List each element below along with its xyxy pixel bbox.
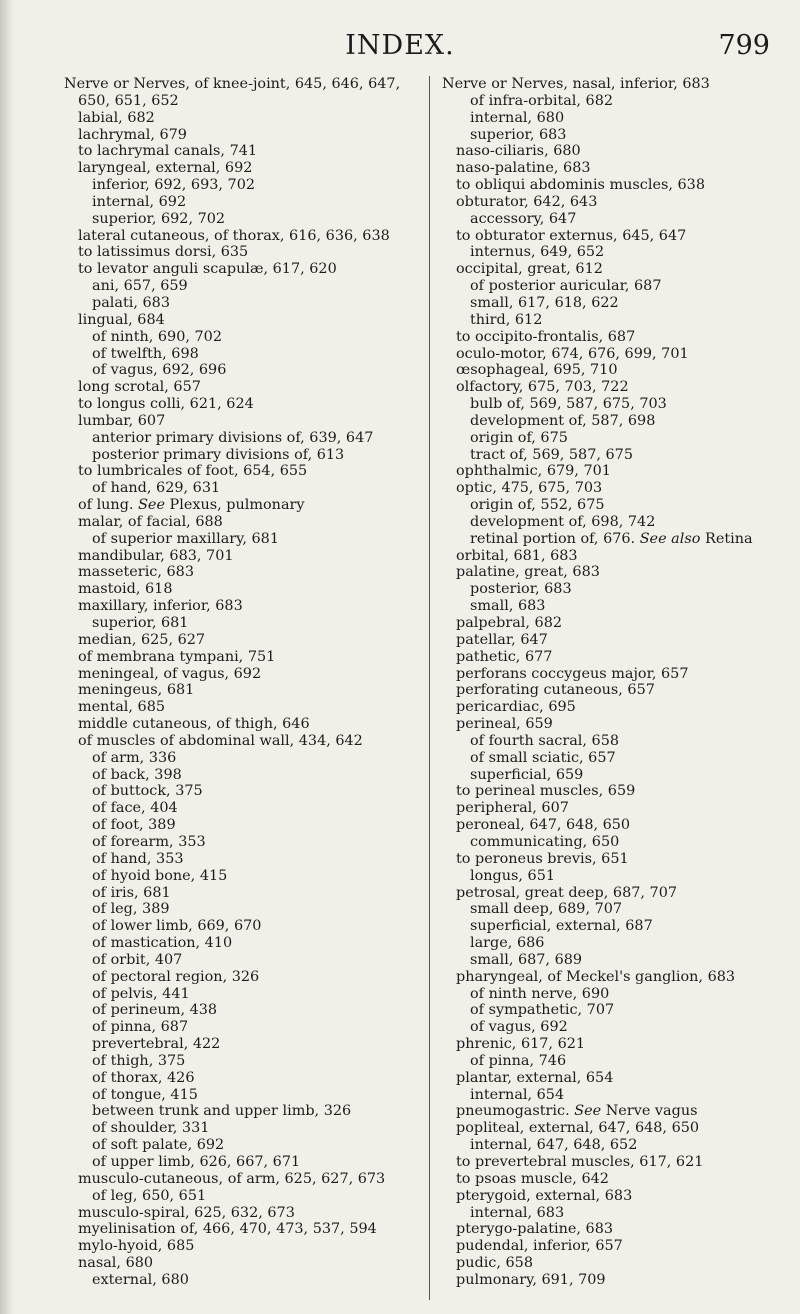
index-entry: meningeal, of vagus, 692 bbox=[78, 665, 262, 682]
index-entry: internus, 649, 652 bbox=[470, 244, 605, 261]
index-entry: origin of, 675 bbox=[470, 429, 568, 446]
index-entry: popliteal, external, 647, 648, 650 bbox=[456, 1120, 700, 1137]
index-entry: external, 680 bbox=[92, 1271, 189, 1288]
index-entry: long scrotal, 657 bbox=[78, 379, 201, 396]
index-entry: of soft palate, 692 bbox=[92, 1137, 225, 1154]
index-entry: longus, 651 bbox=[470, 867, 556, 884]
index-entry: inferior, 692, 693, 702 bbox=[92, 177, 256, 194]
index-entry: pudendal, inferior, 657 bbox=[456, 1238, 623, 1255]
index-entry: ophthalmic, 679, 701 bbox=[456, 463, 611, 480]
index-entry: small, 617, 618, 622 bbox=[470, 294, 619, 311]
index-entry: of vagus, 692, 696 bbox=[92, 362, 227, 379]
index-entry: of forearm, 353 bbox=[92, 833, 206, 850]
index-entry: superior, 692, 702 bbox=[92, 210, 226, 227]
index-entry: of arm, 336 bbox=[92, 749, 177, 766]
index-entry: laryngeal, external, 692 bbox=[78, 160, 253, 177]
index-entry: masseteric, 683 bbox=[78, 564, 194, 581]
index-entry: superficial, 659 bbox=[470, 766, 584, 783]
index-entry: internal, 680 bbox=[470, 109, 565, 126]
index-entry: patellar, 647 bbox=[456, 631, 548, 648]
index-entry: median, 625, 627 bbox=[78, 631, 206, 648]
index-entry: plantar, external, 654 bbox=[456, 1069, 614, 1086]
index-entry: meningeus, 681 bbox=[78, 682, 195, 699]
index-entry: of posterior auricular, 687 bbox=[470, 278, 662, 295]
index-entry: peroneal, 647, 648, 650 bbox=[456, 817, 631, 834]
index-entry: small, 683 bbox=[470, 598, 546, 615]
index-entry: of hand, 629, 631 bbox=[92, 480, 221, 497]
index-entry: of foot, 389 bbox=[92, 817, 176, 834]
index-entry: posterior, 683 bbox=[470, 581, 572, 598]
index-entry: lumbar, 607 bbox=[78, 412, 166, 429]
index-entry: pudic, 658 bbox=[456, 1255, 533, 1272]
index-entry: mandibular, 683, 701 bbox=[78, 547, 234, 564]
index-entry: to obturator externus, 645, 647 bbox=[456, 227, 687, 244]
index-entry: of leg, 650, 651 bbox=[92, 1187, 207, 1204]
index-entry: Nerve or Nerves, of knee-joint, 645, 646, 647, bbox=[64, 76, 401, 92]
index-entry: to occipito-frontalis, 687 bbox=[456, 328, 636, 345]
index-entry: phrenic, 617, 621 bbox=[456, 1036, 586, 1053]
index-entry: middle cutaneous, of thigh, 646 bbox=[78, 716, 310, 733]
index-entry: internal, 683 bbox=[470, 1204, 565, 1221]
index-entry: nasal, 680 bbox=[78, 1255, 154, 1272]
index-entry: of hand, 353 bbox=[92, 850, 184, 867]
index-entry: to perineal muscles, 659 bbox=[456, 783, 636, 800]
index-entry: of infra-orbital, 682 bbox=[470, 92, 614, 109]
index-entry: to lachrymal canals, 741 bbox=[78, 143, 258, 160]
index-entry: obturator, 642, 643 bbox=[456, 193, 598, 210]
index-entry: of buttock, 375 bbox=[92, 783, 203, 800]
index-entry: pterygo-palatine, 683 bbox=[456, 1221, 614, 1238]
index-entry: of fourth sacral, 658 bbox=[470, 732, 620, 749]
index-entry: of ninth, 690, 702 bbox=[92, 328, 222, 345]
index-entry: superficial, external, 687 bbox=[470, 918, 653, 935]
index-entry: of perineum, 438 bbox=[92, 1002, 218, 1019]
index-entry: of pectoral region, 326 bbox=[92, 968, 260, 985]
index-entry: peripheral, 607 bbox=[456, 800, 569, 817]
index-entry: palati, 683 bbox=[92, 294, 170, 311]
index-entry: development of, 587, 698 bbox=[470, 412, 656, 429]
index-entry: of sympathetic, 707 bbox=[470, 1002, 615, 1019]
index-entry: accessory, 647 bbox=[470, 210, 577, 227]
index-entry: pharyngeal, of Meckel's ganglion, 683 bbox=[456, 968, 736, 985]
index-entry: lachrymal, 679 bbox=[78, 126, 187, 143]
index-entry: of hyoid bone, 415 bbox=[92, 867, 228, 884]
index-entry: third, 612 bbox=[470, 311, 543, 328]
index-entry: of membrana tympani, 751 bbox=[78, 648, 276, 665]
index-entry: naso-palatine, 683 bbox=[456, 160, 591, 177]
index-entry: to lumbricales of foot, 654, 655 bbox=[78, 463, 308, 480]
index-entry: of pinna, 746 bbox=[470, 1052, 567, 1069]
index-entry: perforans coccygeus major, 657 bbox=[456, 665, 689, 682]
index-entry: anterior primary divisions of, 639, 647 bbox=[92, 429, 374, 446]
index-entry: of thigh, 375 bbox=[92, 1052, 186, 1069]
index-entry: of mastication, 410 bbox=[92, 935, 233, 952]
index-entry: mylo-hyoid, 685 bbox=[78, 1238, 195, 1255]
index-entry: internal, 692 bbox=[92, 193, 187, 210]
index-entry: mental, 685 bbox=[78, 699, 166, 716]
index-entry: tract of, 569, 587, 675 bbox=[470, 446, 633, 463]
index-entry: bulb of, 569, 587, 675, 703 bbox=[470, 396, 667, 413]
index-entry: optic, 475, 675, 703 bbox=[456, 480, 603, 497]
index-entry: small deep, 689, 707 bbox=[470, 901, 623, 918]
index-entry: perineal, 659 bbox=[456, 716, 553, 733]
column-divider bbox=[429, 76, 430, 1300]
index-entry: to latissimus dorsi, 635 bbox=[78, 244, 249, 261]
index-entry: to longus colli, 621, 624 bbox=[78, 396, 254, 413]
page-title: INDEX. bbox=[345, 30, 455, 61]
index-entry: of iris, 681 bbox=[92, 884, 171, 901]
see-reference: See bbox=[138, 497, 165, 514]
index-entry: pericardiac, 695 bbox=[456, 699, 576, 716]
page-binding-shadow bbox=[0, 0, 14, 1314]
index-entry: of tongue, 415 bbox=[92, 1086, 198, 1103]
index-entry: of pelvis, 441 bbox=[92, 985, 190, 1002]
index-entry: oculo-motor, 674, 676, 699, 701 bbox=[456, 345, 689, 362]
index-entry: pterygoid, external, 683 bbox=[456, 1187, 633, 1204]
index-entry: internal, 654 bbox=[470, 1086, 565, 1103]
index-entry: communicating, 650 bbox=[470, 833, 620, 850]
index-entry: myelinisation of, 466, 470, 473, 537, 594 bbox=[78, 1221, 377, 1238]
index-entry: naso-ciliaris, 680 bbox=[456, 143, 581, 160]
index-entry: lingual, 684 bbox=[78, 311, 165, 328]
index-entry: of thorax, 426 bbox=[92, 1069, 195, 1086]
index-entry: œsophageal, 695, 710 bbox=[456, 362, 618, 379]
index-entry: origin of, 552, 675 bbox=[470, 497, 605, 514]
index-entry: large, 686 bbox=[470, 935, 545, 952]
index-entry: pathetic, 677 bbox=[456, 648, 553, 665]
index-entry: olfactory, 675, 703, 722 bbox=[456, 379, 629, 396]
index-entry: lateral cutaneous, of thorax, 616, 636, 638 bbox=[78, 227, 390, 244]
index-entry: of back, 398 bbox=[92, 766, 182, 783]
index-entry: labial, 682 bbox=[78, 109, 155, 126]
index-entry: ani, 657, 659 bbox=[92, 278, 188, 295]
page-header bbox=[0, 30, 800, 64]
index-entry: of shoulder, 331 bbox=[92, 1120, 210, 1137]
index-entry: orbital, 681, 683 bbox=[456, 547, 578, 564]
index-entry: 650, 651, 652 bbox=[78, 92, 179, 109]
index-entry: palpebral, 682 bbox=[456, 615, 563, 631]
index-entry: petrosal, great deep, 687, 707 bbox=[456, 884, 678, 901]
index-entry: of leg, 389 bbox=[92, 901, 170, 918]
index-entry: musculo-cutaneous, of arm, 625, 627, 673 bbox=[78, 1170, 386, 1187]
index-entry: of lower limb, 669, 670 bbox=[92, 918, 262, 935]
index-column-left bbox=[64, 76, 420, 1289]
index-entry: to peroneus brevis, 651 bbox=[456, 850, 629, 867]
index-entry: of muscles of abdominal wall, 434, 642 bbox=[78, 732, 363, 749]
index-entry: of superior maxillary, 681 bbox=[92, 530, 279, 547]
index-entry: Nerve or Nerves, nasal, inferior, 683 bbox=[442, 76, 710, 92]
index-entry: pulmonary, 691, 709 bbox=[456, 1271, 606, 1288]
index-entry: malar, of facial, 688 bbox=[78, 513, 223, 530]
index-entry: internal, 647, 648, 652 bbox=[470, 1137, 638, 1154]
index-column-right bbox=[442, 76, 787, 1289]
index-entry: of ninth nerve, 690 bbox=[470, 985, 610, 1002]
index-entry: to obliqui abdominis muscles, 638 bbox=[456, 177, 705, 194]
index-entry: between trunk and upper limb, 326 bbox=[92, 1103, 352, 1120]
index-entry: of vagus, 692 bbox=[470, 1019, 568, 1036]
index-entry: to levator anguli scapulæ, 617, 620 bbox=[78, 261, 337, 278]
index-entry: occipital, great, 612 bbox=[456, 261, 603, 278]
index-entry: retinal portion of, 676. See also Retina bbox=[470, 530, 753, 547]
index-entry: of twelfth, 698 bbox=[92, 345, 199, 362]
index-entry: of upper limb, 626, 667, 671 bbox=[92, 1154, 301, 1170]
index-entry: posterior primary divisions of, 613 bbox=[92, 446, 345, 463]
see-reference: See also bbox=[639, 530, 701, 547]
index-entry: mastoid, 618 bbox=[78, 581, 173, 598]
index-entry: maxillary, inferior, 683 bbox=[78, 598, 243, 615]
index-entry: prevertebral, 422 bbox=[92, 1036, 221, 1053]
index-entry: superior, 681 bbox=[92, 615, 189, 631]
index-entry: superior, 683 bbox=[470, 126, 567, 143]
index-entry: of small sciatic, 657 bbox=[470, 749, 616, 766]
index-entry: to prevertebral muscles, 617, 621 bbox=[456, 1154, 704, 1170]
page-number: 799 bbox=[718, 30, 770, 61]
index-entry: perforating cutaneous, 657 bbox=[456, 682, 655, 699]
index-entry: of lung. See Plexus, pulmonary bbox=[78, 497, 305, 514]
index-entry: to psoas muscle, 642 bbox=[456, 1170, 609, 1187]
index-entry: of pinna, 687 bbox=[92, 1019, 189, 1036]
index-entry: pneumogastric. See Nerve vagus bbox=[456, 1103, 698, 1120]
index-entry: development of, 698, 742 bbox=[470, 513, 656, 530]
index-entry: musculo-spiral, 625, 632, 673 bbox=[78, 1204, 295, 1221]
index-entry: small, 687, 689 bbox=[470, 951, 583, 968]
index-entry: of face, 404 bbox=[92, 800, 178, 817]
index-entry: palatine, great, 683 bbox=[456, 564, 600, 581]
index-entry: of orbit, 407 bbox=[92, 951, 183, 968]
see-reference: See bbox=[574, 1103, 602, 1120]
